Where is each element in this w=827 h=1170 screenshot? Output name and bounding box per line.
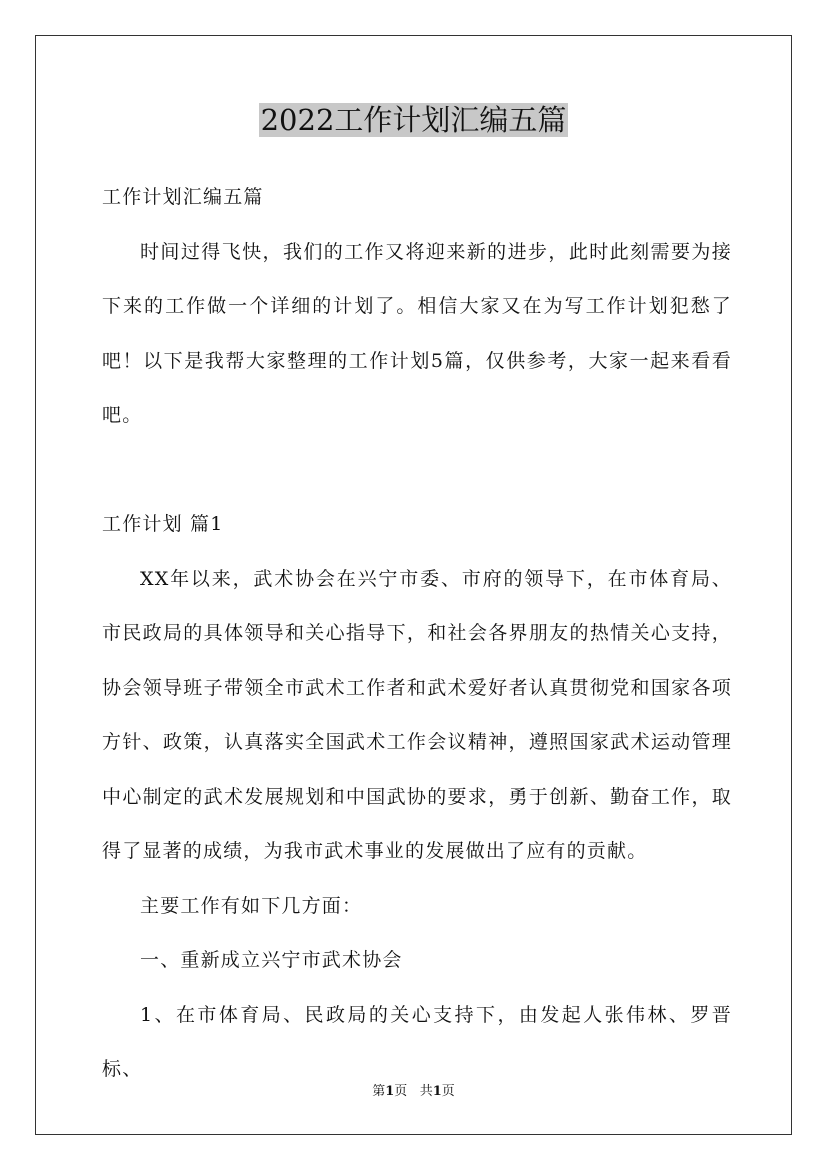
- intro-paragraph: 时间过得飞快，我们的工作又将迎来新的进步，此时此刻需要为接下来的工作做一个详细的计划了。相信大家又在为写工作计划犯愁了吧！以下是我帮大家整理的工作计划5篇，仅供参考，大家一起来看看吧。: [102, 240, 732, 426]
- document-subtitle: 工作计划汇编五篇: [102, 186, 264, 208]
- document-body: [102, 170, 732, 1097]
- item-one-line: 1、在市体育局、民政局的关心支持下，由发起人张伟林、罗晋标、: [102, 1003, 732, 1080]
- page-footer: [0, 1082, 827, 1102]
- footer-page-suffix: 页: [394, 1084, 408, 1099]
- footer-page-prefix: 第: [372, 1084, 386, 1099]
- footer-total-prefix: 共: [419, 1084, 433, 1099]
- footer-total-suffix: 页: [441, 1084, 455, 1099]
- paragraph-spacer: [102, 443, 732, 498]
- item-heading: 一、重新成立兴宁市武术协会: [140, 949, 403, 971]
- section-paragraph: XX年以来，武术协会在兴宁市委、市府的领导下，在市体育局、市民政局的具体领导和关心指导下，和社会各界朋友的热情关心支持，协会领导班子带领全市武术工作者和武术爱好者认真贯彻党和国家各项方针、政策，认真落实全国武术工作会议精神，遵照国家武术运动管理中心制定的武术发展规划和中国武协的要求，勇于创新、勤奋工作，取得了显著的成绩，为我市武术事业的发展做出了应有的贡献。: [102, 567, 732, 862]
- document-title: [0, 100, 827, 140]
- footer-total-pages: 1: [432, 1084, 442, 1099]
- section-heading: 工作计划 篇1: [102, 513, 224, 535]
- footer-page-number: 1: [385, 1084, 395, 1099]
- main-work-line: 主要工作有如下几方面：: [140, 894, 363, 917]
- document-title-text: 2022工作计划汇编五篇: [260, 103, 567, 137]
